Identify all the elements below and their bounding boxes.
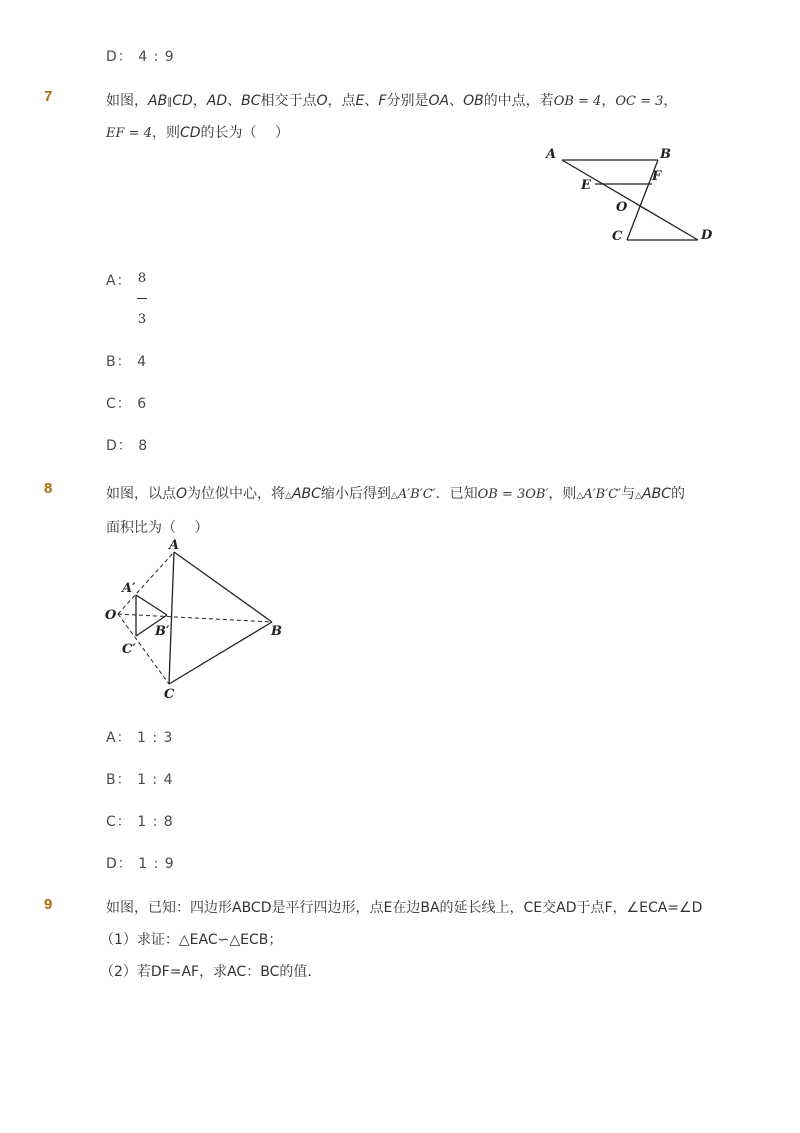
question-8-number: 8 — [44, 480, 53, 497]
label-a-prime: A′ — [122, 581, 136, 596]
question-9-line-1: 如图，已知：四边形ABCD是平行四边形，点E在边BA的延长线上，CE交AD于点F，∠ECA=∠D — [106, 900, 703, 916]
fraction-bar — [137, 298, 147, 299]
label-a: A — [546, 147, 557, 162]
option-label: B： — [106, 354, 132, 370]
option-value: 1 : 9 — [138, 856, 175, 872]
option-label: C： — [106, 814, 132, 830]
q8-option-d[interactable] — [106, 853, 175, 873]
option-label: D： — [106, 438, 133, 454]
option-label: A： — [106, 730, 132, 746]
question-8-line-2: 面积比为（ ） — [106, 520, 209, 536]
label-a: A — [169, 538, 180, 553]
segment-ac — [169, 552, 174, 684]
option-value: 1 : 8 — [137, 814, 174, 830]
option-value: 4 : 9 — [138, 49, 175, 65]
option-value: 4 — [137, 354, 147, 370]
q7-option-d[interactable] — [106, 435, 148, 455]
question-7-line-1: 如图，AB∥CD，AD、BC相交于点O，点E、F分别是OA、OB的中点，若OB = 4，OC = 3， — [106, 93, 678, 109]
option-value: 1 : 3 — [137, 730, 174, 746]
prev-option-d — [106, 46, 175, 66]
label-f: F — [652, 169, 662, 184]
segment-bc — [169, 622, 272, 684]
q8-option-b[interactable] — [106, 769, 174, 789]
question-7-figure — [540, 142, 720, 247]
label-b-prime: B′ — [155, 624, 170, 639]
option-label: B： — [106, 772, 132, 788]
label-b: B — [660, 147, 671, 162]
question-8-figure — [100, 536, 290, 702]
label-o: O — [105, 608, 117, 623]
segment-ab — [174, 552, 272, 622]
option-label: A： — [106, 273, 132, 289]
q8-option-c[interactable] — [106, 811, 174, 831]
question-7-line-2: EF = 4，则CD的长为（ ） — [106, 125, 289, 141]
label-c-prime: C′ — [122, 642, 136, 657]
question-8-line-1: 如图，以点O为位似中心，将△ABC缩小后得到△A′B′C′．已知OB = 3OB′，则△A′B′C′与△ABC的 — [106, 486, 685, 502]
q7-option-a[interactable] — [106, 270, 132, 290]
q7-option-c[interactable] — [106, 393, 147, 413]
option-label: D： — [106, 856, 133, 872]
fraction-numerator: 8 — [137, 271, 147, 286]
option-value: 6 — [137, 396, 148, 412]
option-value: 1 : 4 — [137, 772, 174, 788]
option-label: C： — [106, 396, 132, 412]
label-o: O — [616, 200, 628, 215]
option-value: 8 — [138, 438, 149, 454]
question-9-part-1: （1）求证：△EAC∽△ECB； — [100, 932, 283, 948]
q7-option-b[interactable] — [106, 351, 147, 371]
q8-option-a[interactable] — [106, 727, 173, 747]
question-9-number: 9 — [44, 896, 53, 913]
segment-a1b1 — [136, 595, 167, 615]
option-label: D： — [106, 49, 133, 65]
question-9-part-2: （2）若DF=AF，求AC：BC的值． — [100, 964, 322, 980]
dashed-ob — [118, 614, 272, 622]
label-e: E — [581, 178, 591, 193]
label-c: C — [612, 229, 623, 244]
segment-ad — [562, 160, 698, 240]
label-c: C — [164, 687, 175, 702]
q7-option-a-fraction — [136, 270, 148, 329]
question-7-number: 7 — [44, 88, 53, 105]
label-b: B — [271, 624, 282, 639]
fraction-denominator: 3 — [137, 312, 147, 327]
label-d: D — [701, 228, 713, 243]
